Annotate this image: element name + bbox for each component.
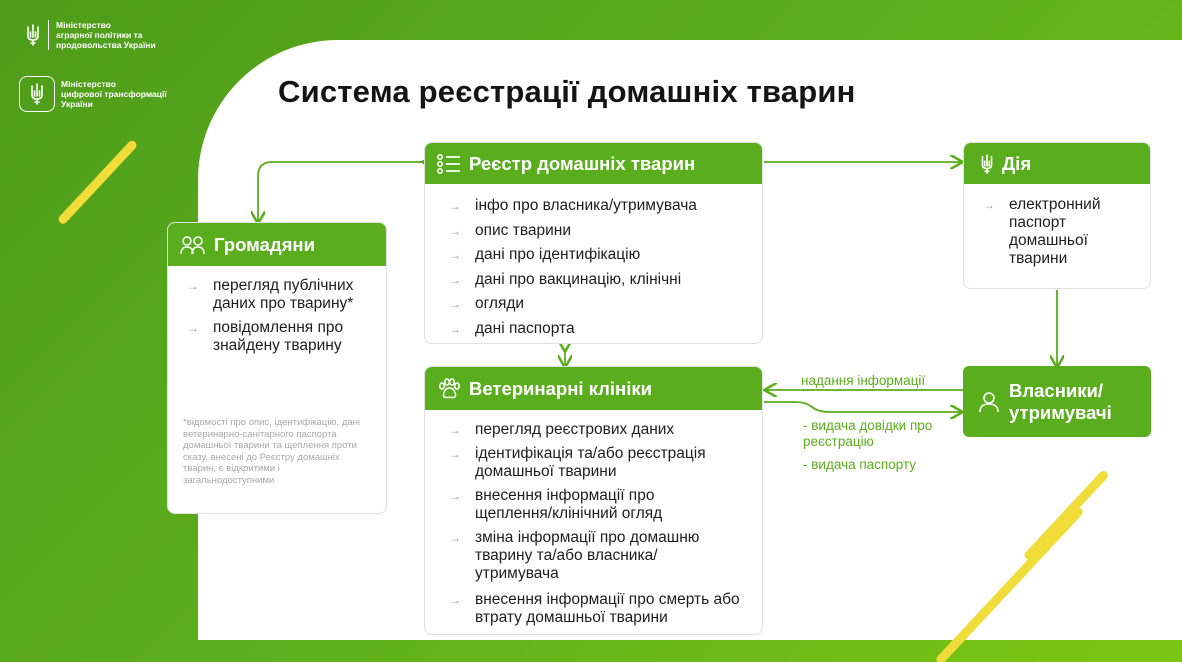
arrow-vet-owners (764, 402, 961, 412)
paw-icon (437, 378, 461, 400)
arrow-icon: → (449, 272, 461, 287)
ministry-line: продовольства України (56, 40, 156, 50)
arrow-icon: → (449, 593, 461, 607)
list-icon (437, 154, 461, 174)
arrow-icon: → (449, 297, 461, 311)
ministry-line: аграрної політики та (56, 30, 143, 40)
registry-title: Реєстр домашніх тварин (469, 152, 696, 174)
arrow-icon: → (449, 423, 461, 437)
owners-title: Власники/ утримувачі (1009, 379, 1112, 423)
arrow-icon: → (449, 223, 461, 238)
registry-card (424, 142, 763, 344)
list-item: → опис тварини (449, 219, 762, 244)
diia-list (964, 184, 1150, 268)
owners-box (963, 366, 1151, 437)
list-item: → повідомлення про знайдену тварину (187, 319, 344, 354)
vet-list (425, 410, 762, 627)
arrow-icon: → (983, 198, 995, 212)
ministry-line: цифрової трансформації (61, 89, 167, 99)
registry-list (425, 184, 762, 341)
diia-card (963, 142, 1151, 289)
arrow-icon: → (449, 321, 461, 336)
registry-header (425, 143, 762, 184)
diia-header (964, 143, 1150, 184)
label-info-provision: надання інформації (801, 373, 926, 388)
list-item: → внесення інформації про щеплення/клінічний огляд (449, 487, 663, 522)
vet-card (424, 366, 763, 635)
arrow-icon: → (449, 489, 461, 503)
citizens-footnote: *відомості про опис, ідентифікацію, дані ветеринарно-санітарного паспорта домашньої тварини та щеплення проти сказу, внесені до Реєстру домашніх тварин, є відкритими і загальнодоступними (183, 417, 361, 486)
list-item: → електронний паспорт домашньої тварини (983, 196, 1101, 267)
list-item: → огляди (449, 292, 762, 317)
person-icon (979, 391, 999, 413)
arrow-icon: → (449, 248, 461, 262)
list-item: → ідентифікація та/або реєстрація домашньої тварини (449, 445, 706, 480)
label-passport: - видача паспорту (803, 457, 917, 472)
vet-header (425, 367, 762, 410)
arrow-icon: → (187, 279, 199, 293)
tryzub-icon (980, 154, 994, 174)
arrow-icon: → (187, 321, 199, 335)
list-item: → зміна інформації про домашню тварину та/або власника/ утримувача (449, 529, 700, 582)
ministry-line: Міністерство (61, 79, 116, 89)
label-certificate: - видача довідки про реєстрацію (803, 418, 933, 449)
diia-title: Дія (1002, 152, 1032, 174)
arrow-icon: → (449, 531, 461, 545)
ministry-line: України (61, 99, 93, 109)
arrow-icon: → (449, 199, 461, 213)
list-item: → інфо про власника/утримувача (449, 194, 762, 219)
list-item: → перегляд публічних даних про тварину* (187, 277, 354, 312)
list-item: → дані про вакцинацію, клінічні (449, 268, 762, 293)
citizens-header (168, 223, 386, 266)
people-icon (180, 235, 206, 255)
arrow-icon: → (449, 447, 461, 461)
page-title: Система реєстрації домашніх тварин (278, 74, 856, 109)
citizens-title: Громадяни (214, 233, 315, 255)
arrow-registry-citizens (258, 162, 424, 222)
list-item: → дані паспорта (449, 317, 762, 342)
list-item: → внесення інформації про смерть або втрату домашньої тварини (449, 591, 740, 626)
list-item: → перегляд реєстрових даних (449, 421, 675, 438)
list-item: → дані про ідентифікацію (449, 243, 762, 268)
vet-title: Ветеринарні клініки (469, 377, 652, 399)
ministry-line: Міністерство (56, 20, 111, 30)
citizens-list (168, 266, 386, 355)
